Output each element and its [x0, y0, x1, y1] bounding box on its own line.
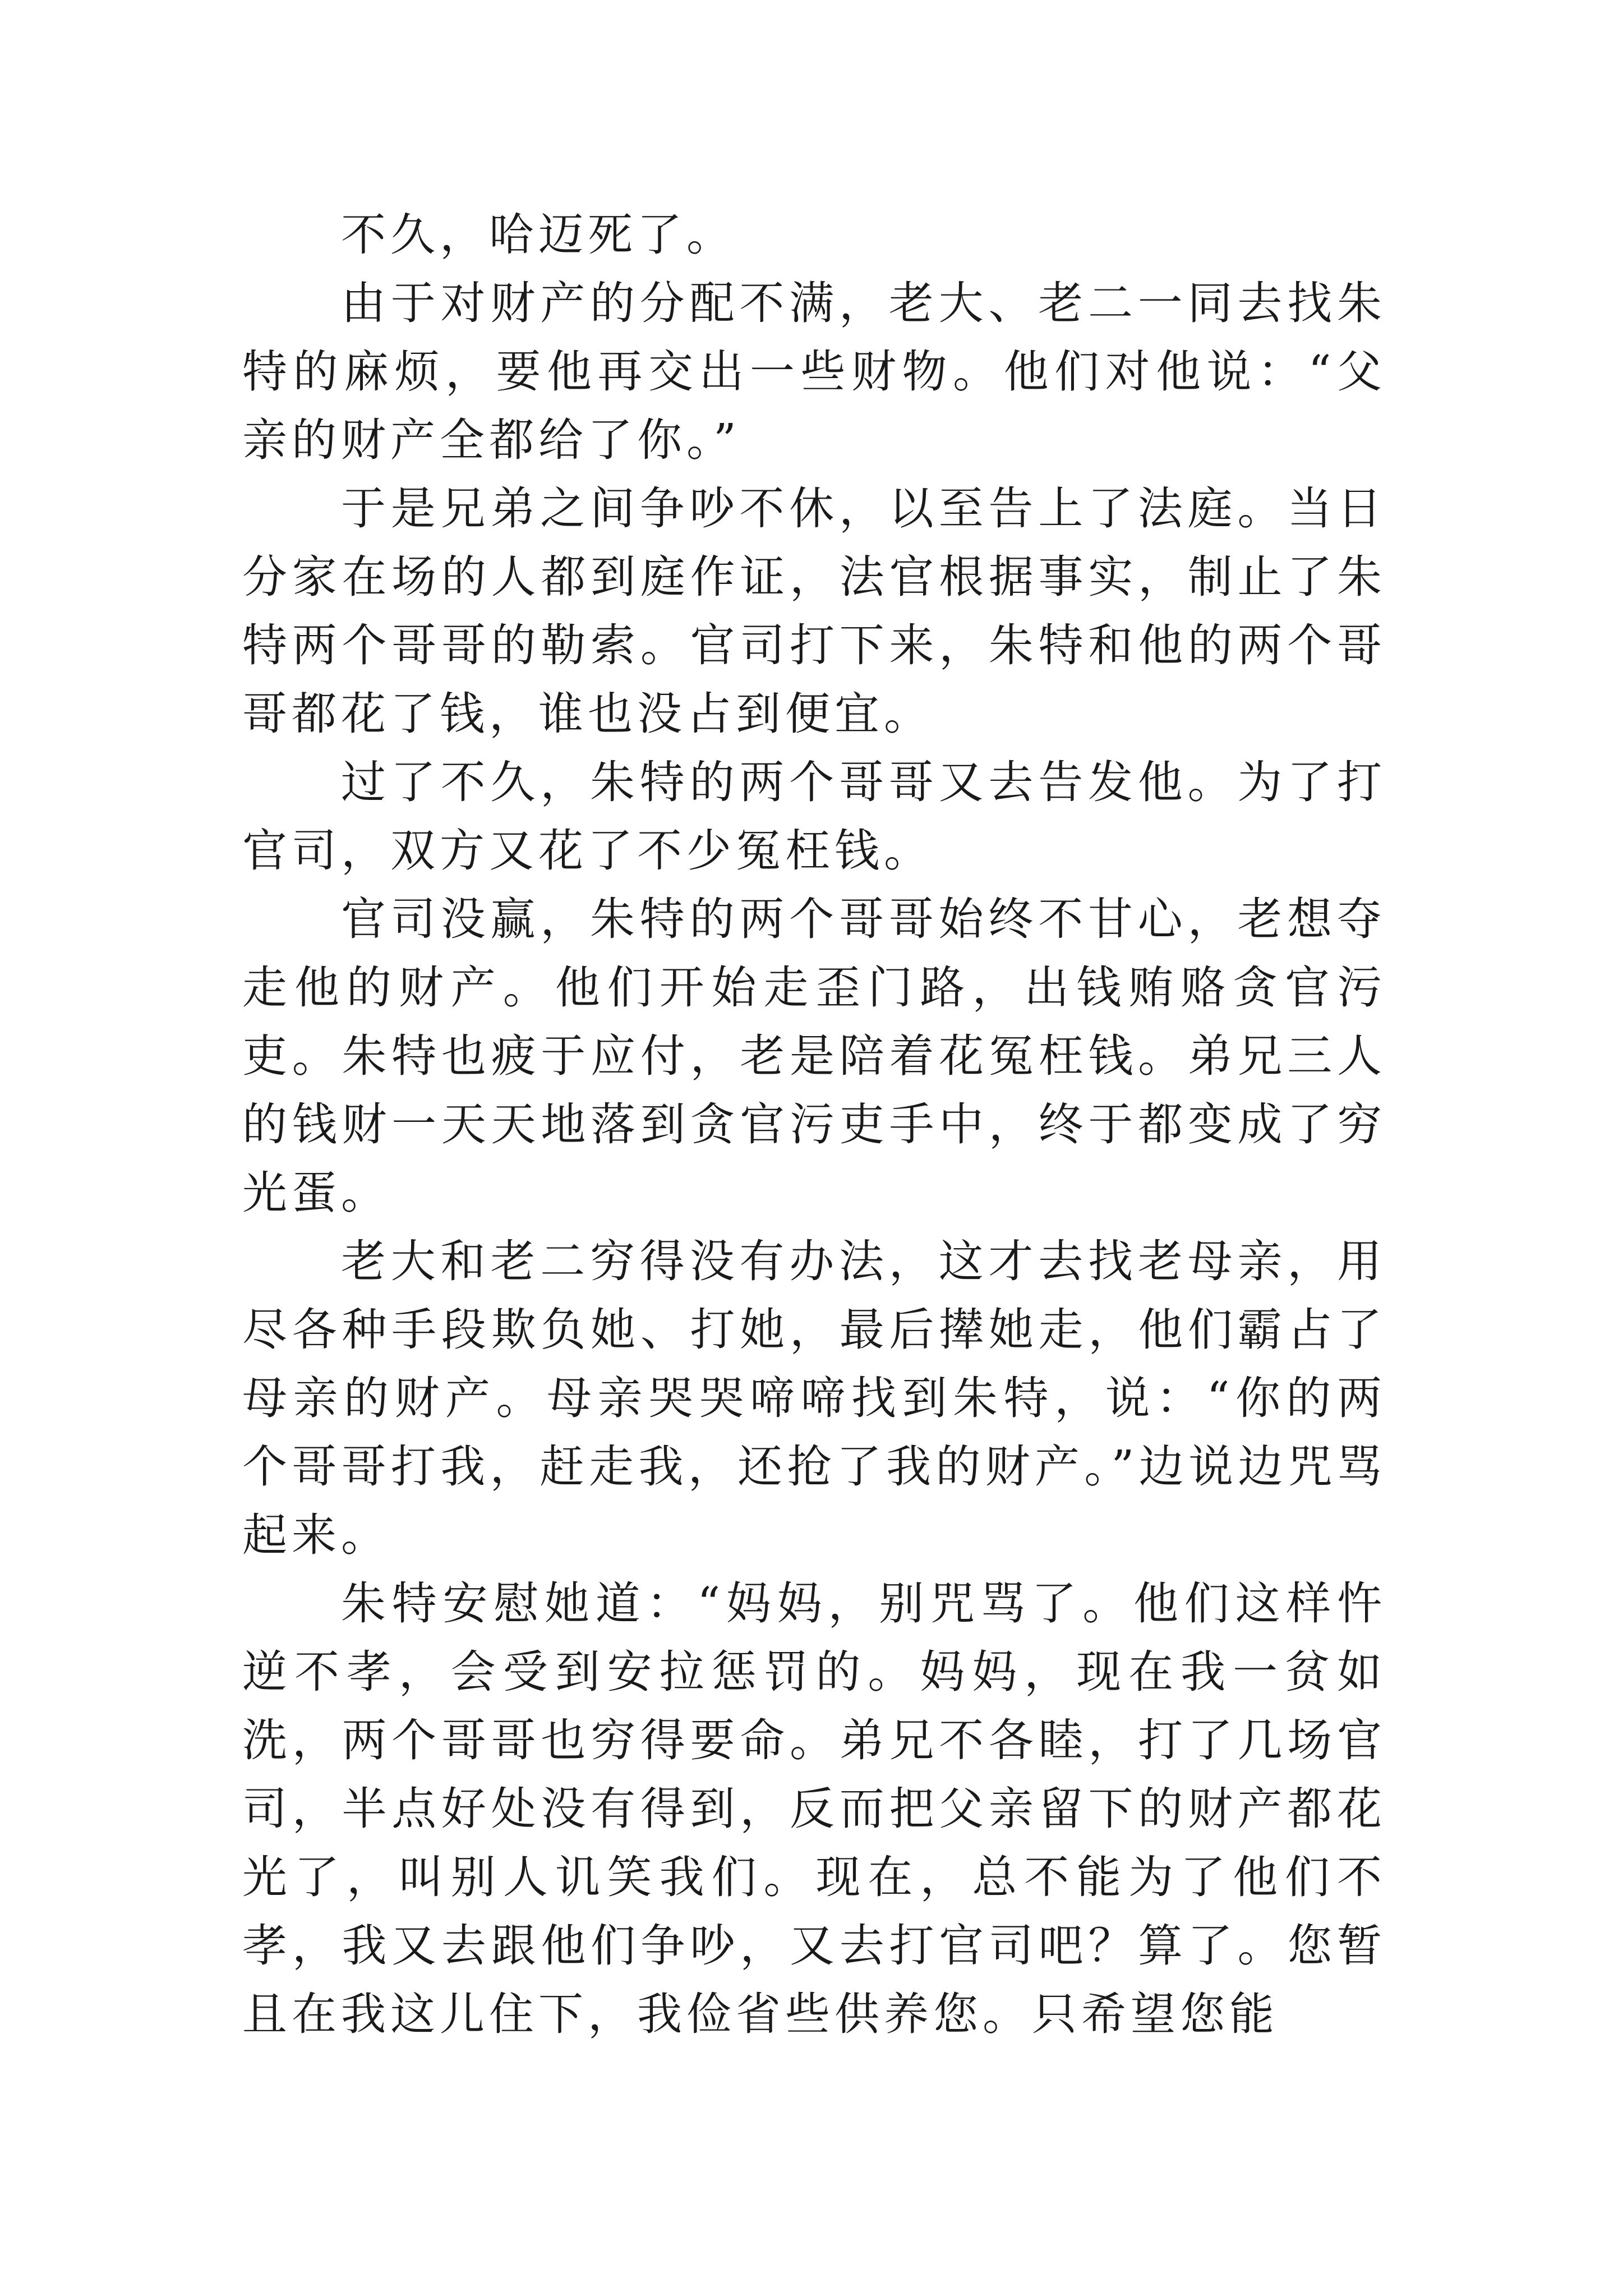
- paragraph: 官司没赢，朱特的两个哥哥始终不甘心，老想夺走他的财产。他们开始走歪门路，出钱贿赂贪官污吏。朱特也疲于应付，老是陪着花冤枉钱。弟兄三人的钱财一天天地落到贪官污吏手中，终于都变成了穷光蛋。: [242, 893, 1386, 1219]
- paragraph: 老大和老二穷得没有办法，这才去找老母亲，用尽各种手段欺负她、打她，最后撵她走，他们霸占了母亲的财产。母亲哭哭啼啼找到朱特，说：“你的两个哥哥打我，赶走我，还抢了我的财产。”边说边咒骂起来。: [242, 1235, 1386, 1561]
- paragraph: 不久，哈迈死了。: [341, 209, 736, 261]
- paragraph: 过了不久，朱特的两个哥哥又去告发他。为了打官司，双方又花了不少冤枉钱。: [242, 756, 1386, 877]
- paragraph: 朱特安慰她道：“妈妈，别咒骂了。他们这样忤逆不孝，会受到安拉惩罚的。妈妈，现在我一贫如洗，两个哥哥也穷得要命。弟兄不各睦，打了几场官司，半点好处没有得到，反而把父亲留下的财产都花光了，叫别人讥笑我们。现在，总不能为了他们不孝，我又去跟他们争吵，又去打官司吧？算了。您暂且在我这儿住下，我俭省些供养您。只希望您能: [242, 1577, 1386, 2040]
- paragraph: 于是兄弟之间争吵不休，以至告上了法庭。当日分家在场的人都到庭作证，法官根据事实，制止了朱特两个哥哥的勒索。官司打下来，朱特和他的两个哥哥都花了钱，谁也没占到便宜。: [242, 482, 1386, 740]
- paragraph: 由于对财产的分配不满，老大、老二一同去找朱特的麻烦，要他再交出一些财物。他们对他说：“父亲的财产全都给了你。”: [242, 277, 1386, 466]
- document-body: [242, 201, 1386, 2049]
